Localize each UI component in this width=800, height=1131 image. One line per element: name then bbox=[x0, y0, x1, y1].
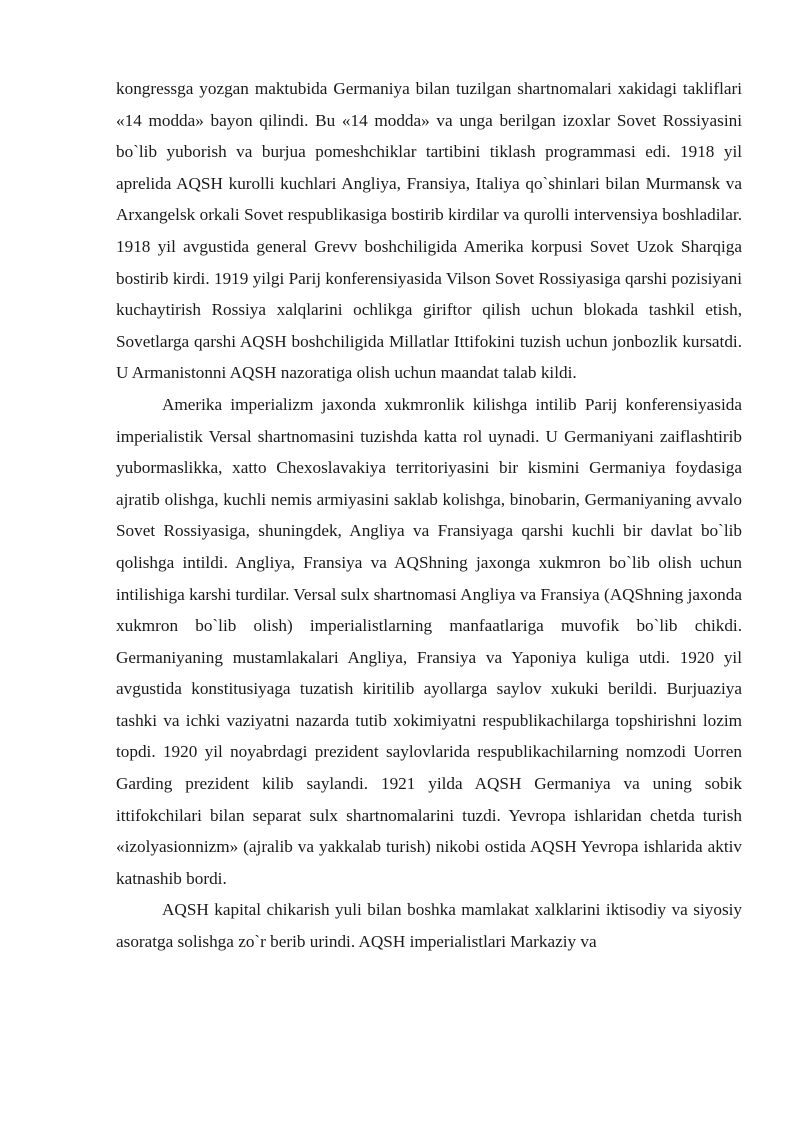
document-body bbox=[116, 73, 742, 958]
paragraph-3: AQSH kapital chikarish yuli bilan boshka mamlakat xalklarini iktisodiy va siyosiy asoratga solishga zo`r berib urindi. AQSH imperialistlari Markaziy va bbox=[116, 900, 742, 952]
paragraph-1: kongressga yozgan maktubida Germaniya bilan tuzilgan shartnomalari xakidagi takliflari «14 modda» bayon qilindi. Bu «14 modda» va unga berilgan izoxlar Sovet Rossiyasini bo`lib yuborish va burjua pomeshchiklar tartibini tiklash programmasi edi. 1918 yil aprelida AQSH kurolli kuchlari Angliya, Fransiya, Italiya qo`shinlari bilan Murmansk va Arxangelsk orkali Sovet respublikasiga bostirib kirdilar va qurolli intervensiya boshladilar. 1918 yil avgustida general Grevv boshchiligida Amerika korpusi Sovet Uzok Sharqiga bostirib kirdi. 1919 yilgi Parij konferensiyasida Vilson Sovet Rossiyasiga qarshi pozisiyani kuchaytirish Rossiya xalqlarini ochlikga giriftor qilish uchun blokada tashkil etish, Sovetlarga qarshi AQSH boshchiligida Millatlar Ittifokini tuzish uchun jonbozlik kursatdi. U Armanistonni AQSH nazoratiga olish uchun maandat talab kildi. bbox=[116, 79, 742, 383]
paragraph-2: Amerika imperializm jaxonda xukmronlik kilishga intilib Parij konferensiyasida imperialistik Versal shartnomasini tuzishda katta rol uynadi. U Germaniyani zaiflashtirib yubormaslikka, xatto Chexoslavakiya territoriyasini bir kismini Germaniya foydasiga ajratib olishga, kuchli nemis armiyasini saklab kolishga, binobarin, Germaniyaning avvalo Sovet Rossiyasiga, shuningdek, Angliya va Fransiyaga qarshi kuchli bir davlat bo`lib qolishga intildi. Angliya, Fransiya va AQShning jaxonga xukmron bo`lib olish uchun intilishiga karshi turdilar. Versal sulx shartnomasi Angliya va Fransiya (AQShning jaxonda xukmron bo`lib olish) imperialistlarning manfaatlariga muvofik bo`lib chikdi. Germaniyaning mustamlakalari Angliya, Fransiya va Yaponiya kuliga utdi. 1920 yil avgustida konstitusiyaga tuzatish kiritilib ayollarga saylov xukuki berildi. Burjuaziya tashki va ichki vaziyatni nazarda tutib xokimiyatni respublikachilarga topshirishni lozim topdi. 1920 yil noyabrdagi prezident saylovlarida respublikachilarning nomzodi Uorren Garding prezident kilib saylandi. 1921 yilda AQSH Germaniya va uning sobik ittifokchilari bilan separat sulx shartnomalarini tuzdi. Yevropa ishlaridan chetda turish «izolyasionnizm» (ajralib va yakkalab turish) nikobi ostida AQSH Yevropa ishlarida aktiv katnashib bordi. bbox=[116, 394, 742, 888]
